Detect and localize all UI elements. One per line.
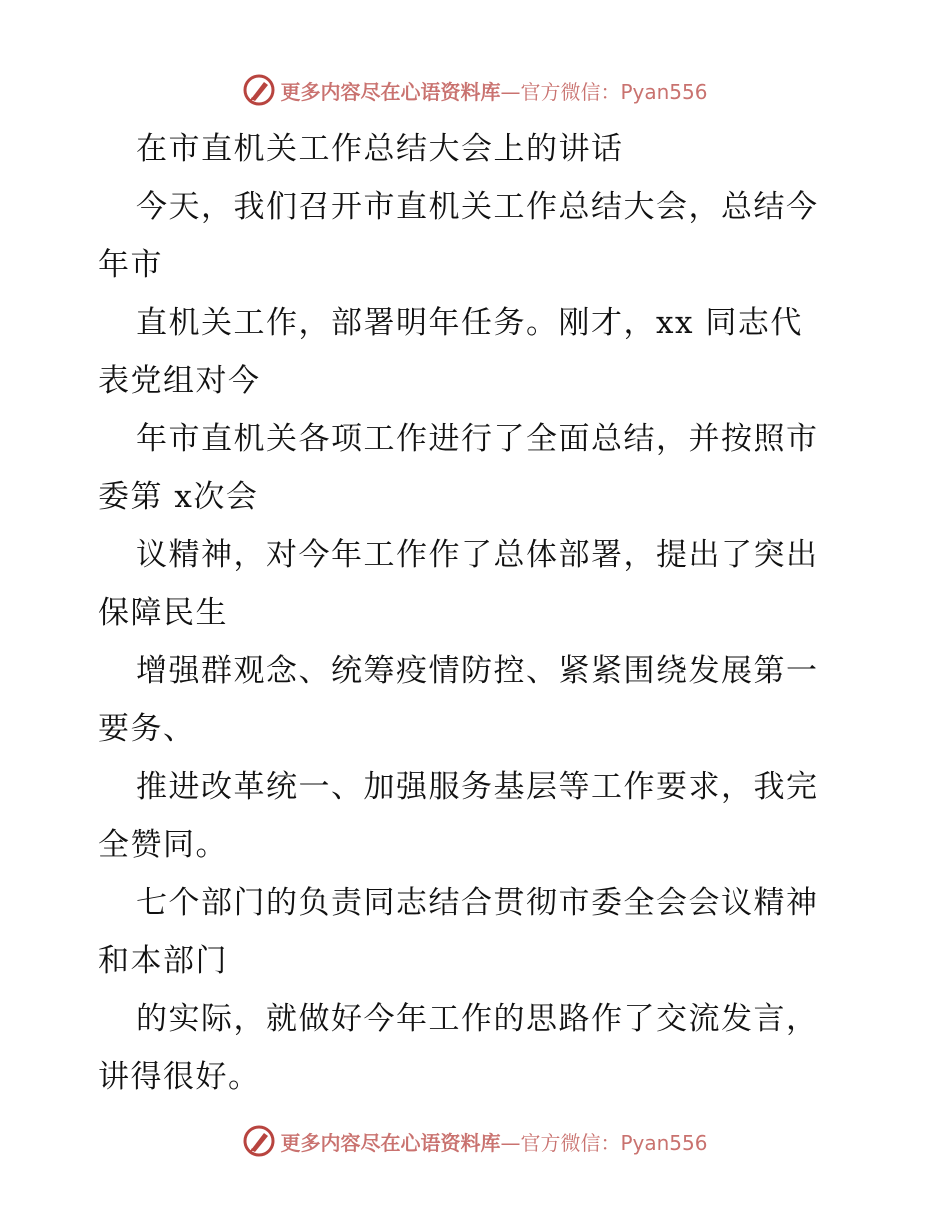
paragraph-line: 讲得很好。 [98, 1059, 261, 1095]
paragraph-line: 增强群观念、统筹疫情防控、紧紧围绕发展第一 [136, 653, 819, 689]
quill-pen-logo-icon [242, 1124, 276, 1158]
paragraph-line: 年市 [98, 247, 163, 283]
footer-banner-text [280, 1127, 707, 1156]
paragraph-line: 议精神，对今年工作作了总体部署，提出了突出 [136, 537, 819, 573]
paragraph-line: 保障民生 [98, 595, 228, 631]
footer-banner-wechat: —官方微信：Pyan556 [500, 1130, 708, 1155]
footer-banner [0, 1121, 950, 1161]
footer-banner-inner [242, 1124, 707, 1158]
paragraph-line: 和本部门 [98, 943, 228, 979]
header-banner [0, 70, 950, 110]
header-banner-main: 更多内容尽在心语资料库 [280, 79, 501, 104]
paragraph-line: 直机关工作，部署明年任务。刚才，xx 同志代 [136, 305, 803, 341]
paragraph-line: 委第 x次会 [98, 479, 259, 515]
header-banner-text [280, 76, 707, 105]
header-banner-wechat: —官方微信：Pyan556 [500, 79, 708, 104]
paragraph-line: 推进改革统一、加强服务基层等工作要求，我完 [136, 769, 819, 805]
paragraph-line: 今天，我们召开市直机关工作总结大会，总结今 [136, 189, 819, 225]
footer-banner-main: 更多内容尽在心语资料库 [280, 1130, 501, 1155]
paragraph-line: 要务、 [98, 711, 196, 747]
paragraph-line: 七个部门的负责同志结合贯彻市委全会会议精神 [136, 885, 819, 921]
paragraph-line: 的实际，就做好今年工作的思路作了交流发言， [136, 1001, 819, 1037]
paragraph-line: 年市直机关各项工作进行了全面总结，并按照市 [136, 421, 819, 457]
paragraph-line: 表党组对今 [98, 363, 261, 399]
document-title: 在市直机关工作总结大会上的讲话 [136, 131, 624, 167]
paragraph-line: 全赞同。 [98, 827, 228, 863]
document-body [98, 120, 858, 1106]
quill-pen-logo-icon [242, 73, 276, 107]
header-banner-inner [242, 73, 707, 107]
